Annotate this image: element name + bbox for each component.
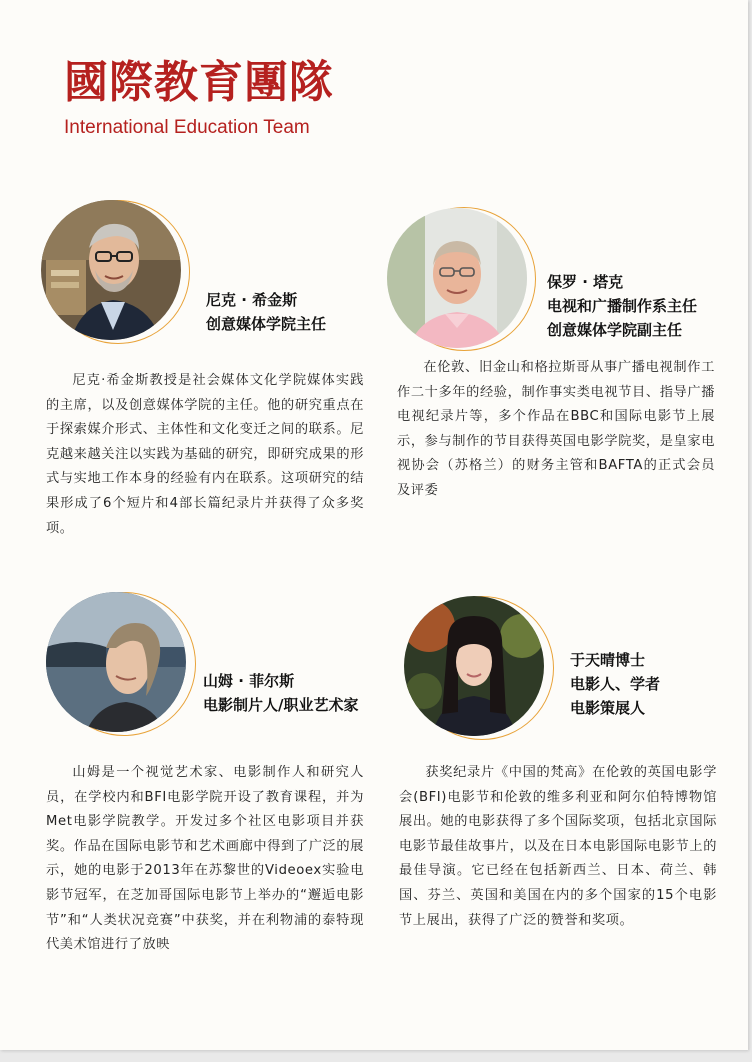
page-subtitle: International Education Team: [64, 117, 310, 138]
member-bio-text: 山姆是一个视觉艺术家、电影制作人和研究人员，在学校内和BFI电影学院开设了教育课程，并为Met电影学院教学。开发过多个社区电影项目并获奖。作品在国际电影节和艺术画廊中得到了广泛的展示，她的电影于2013年在苏黎世的Videoex实验电影节冠军，在芝加哥国际电影节上举办的“邂逅电影节”和“人类状况竞赛”中获奖，并在利物浦的泰特现代美术馆进行了放映: [46, 765, 364, 953]
member-role: 创意媒体学院主任: [206, 315, 327, 333]
member-name-block: [206, 288, 326, 336]
member-role: 电视和广播制作系主任: [547, 297, 698, 315]
member-bio: [46, 761, 364, 958]
member-bio: [397, 356, 715, 504]
member-photo-nick: [41, 200, 181, 340]
page-title: 國際教育團隊: [64, 57, 334, 108]
member-name-block: [547, 270, 697, 342]
member-name: 山姆 · 菲尔斯: [203, 672, 295, 690]
member-name-block: [570, 648, 660, 720]
member-bio: [46, 369, 364, 541]
member-bio-text: 在伦敦、旧金山和格拉斯哥从事广播电视制作工作二十多年的经验，制作事实类电视节目、指导广播电视纪录片等，多个作品在BBC和国际电影节上展示，参与制作的节目获得英国电影学院奖，是皇家电视协会（苏格兰）的财务主管和BAFTA的正式会员及评委: [397, 360, 715, 498]
member-photo-paul: [387, 208, 527, 348]
member-bio: [399, 761, 717, 933]
member-photo-sam: [46, 592, 186, 732]
member-bio-text: 尼克·希金斯教授是社会媒体文化学院媒体实践的主席，以及创意媒体学院的主任。他的研究重点在于探索媒介形式、主体性和文化变迁之间的联系。尼克越来越关注以实践为基础的研究，即研究成果的形式与实地工作本身的经验有内在联系。这项研究的结果形成了6个短片和4部长篇纪录片并获得了众多奖项。: [46, 373, 364, 536]
member-role: 创意媒体学院副主任: [547, 321, 683, 339]
member-role: 电影人、学者: [570, 675, 661, 693]
member-name: 尼克 · 希金斯: [206, 291, 298, 309]
member-bio-text: 获奖纪录片《中国的梵高》在伦敦的英国电影学会(BFI)电影节和伦敦的维多利亚和阿尔伯特博物馆展出。她的电影获得了多个国际奖项，包括北京国际电影节最佳故事片，以及在日本电影国际电影节上的最佳导演。它已经在包括新西兰、日本、荷兰、韩国、芬兰、英国和美国在内的多个国家的15个电影节上展出，获得了广泛的赞誉和奖项。: [399, 765, 717, 928]
member-name: 保罗 · 塔克: [547, 273, 624, 291]
member-name-block: [203, 669, 358, 717]
member-name: 于天晴博士: [570, 651, 646, 669]
member-role: 电影制片人/职业艺术家: [203, 696, 359, 714]
member-role: 电影策展人: [570, 699, 646, 717]
member-photo-yu: [404, 596, 544, 736]
